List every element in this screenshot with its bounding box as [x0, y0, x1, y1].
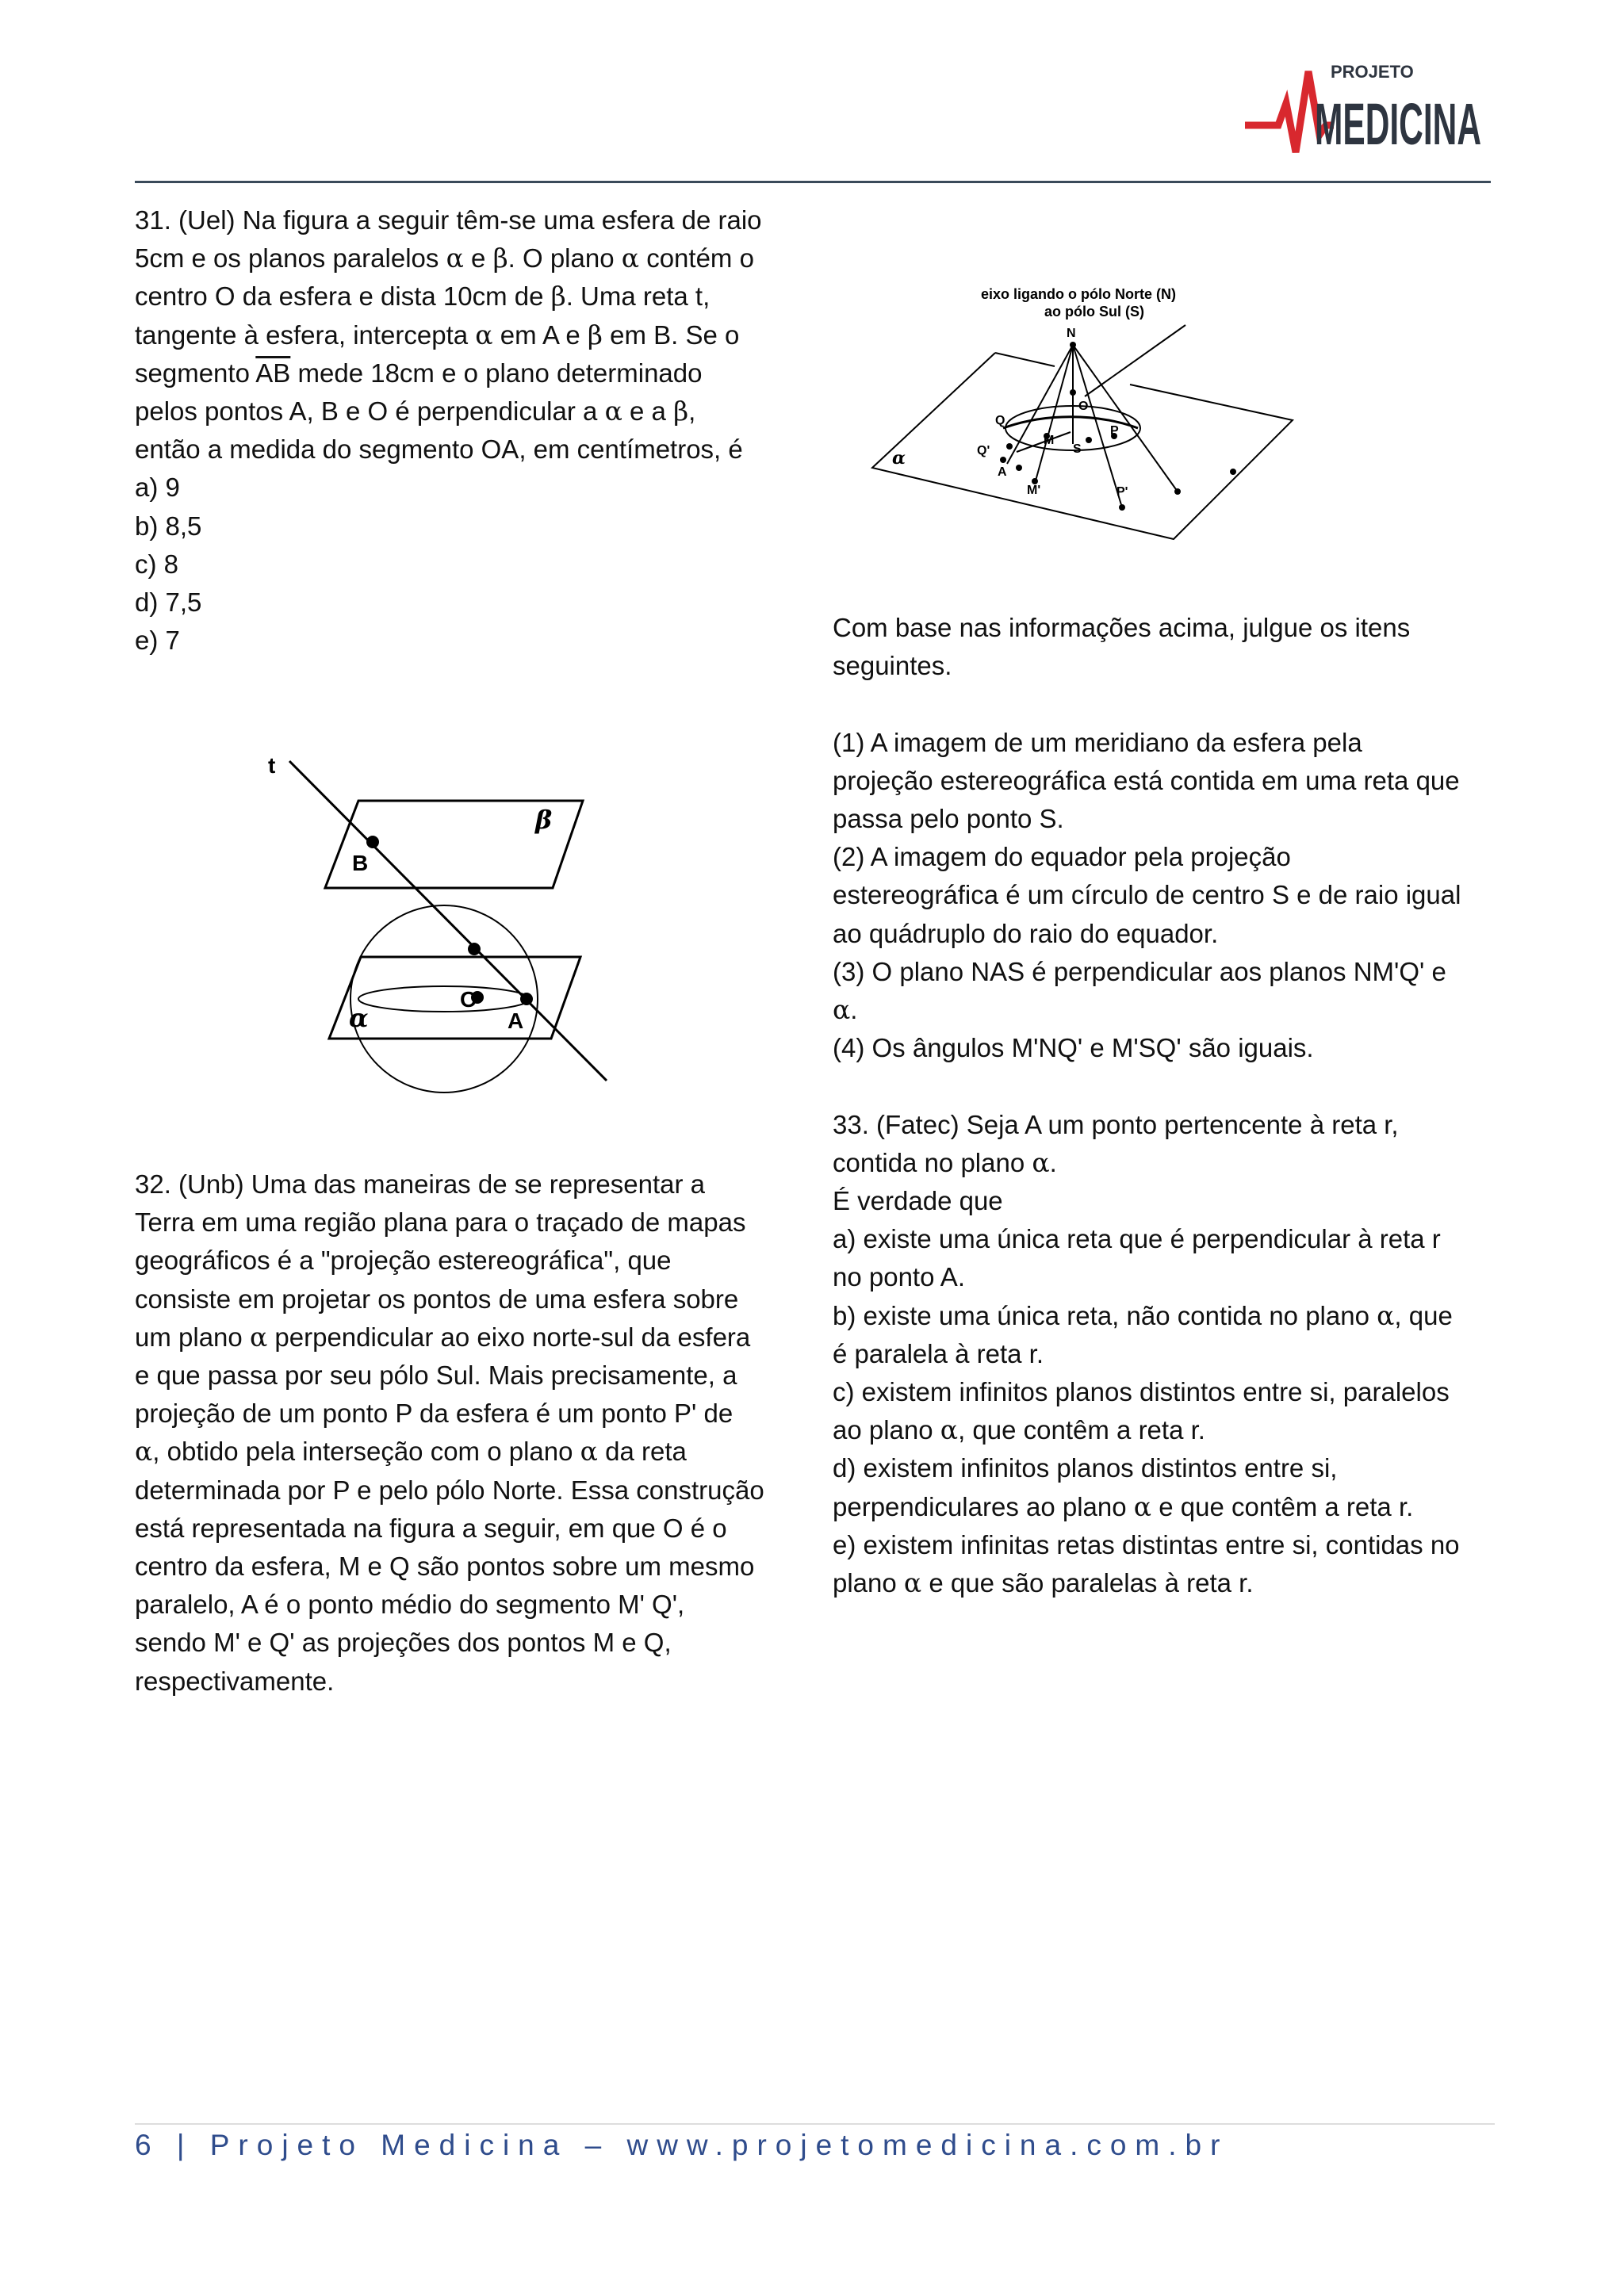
label-q-prime: Q' [977, 444, 990, 457]
q32-line: respectivamente. [135, 1666, 335, 1696]
point-tangent [468, 943, 481, 955]
point-far2 [1230, 469, 1236, 475]
label-m-prime: M' [1027, 484, 1041, 497]
q32-item-2: (2) A imagem do equador pela projeção [833, 842, 1291, 872]
q32-line: centro da esfera, M e Q são pontos sobre um mesmo [135, 1552, 755, 1582]
q31-line: segmento $\overline{AB}$ mede 18cm e o plano determinado [135, 358, 703, 388]
q32-line: paralelo, A é o ponto médio do segmento M' Q', [135, 1590, 685, 1620]
label-a: A [508, 1008, 524, 1033]
point-n [1070, 342, 1076, 348]
q33-option-b: é paralela à reta r. [833, 1338, 1044, 1368]
q33-option-e: e) existem infinitas retas distintas entre si, contidas no [833, 1529, 1460, 1559]
q31-option-c: c) 8 [135, 549, 179, 579]
point-q [1006, 443, 1013, 450]
q31-line: 31. (Uel) Na figura a seguir têm-se uma esfera de raio [135, 205, 762, 235]
q32-item-4: (4) Os ângulos M'NQ' e M'SQ' são iguais. [833, 1033, 1314, 1063]
q31-option-d: d) 7,5 [135, 587, 202, 618]
caption-line-2: ao pólo Sul (S) [1044, 304, 1144, 320]
label-alpha: α [892, 448, 906, 469]
point-b [366, 836, 379, 848]
label-m: M [1044, 434, 1055, 447]
q31-line: tangente à esfera, intercepta α em A e β em B. Se o [135, 319, 740, 350]
q32-item-3: (3) O plano NAS é perpendicular aos planos NM'Q' e [833, 956, 1446, 986]
caption-line-1: eixo ligando o pólo Norte (N) [981, 286, 1176, 302]
q32-item-2: estereográfica é um círculo de centro S e de raio igual [833, 880, 1461, 910]
label-o: O [1078, 400, 1089, 413]
q32-intro-line: seguintes. [833, 651, 952, 681]
question-33 [833, 1106, 1499, 1603]
label-t: t [268, 753, 276, 778]
label-beta: β [535, 805, 553, 835]
q32-line: Terra em uma região plana para o traçado de mapas [135, 1207, 746, 1238]
point-a [520, 993, 533, 1005]
label-s: S [1073, 442, 1082, 456]
q33-line: É verdade que [833, 1186, 1003, 1216]
segment-ab: $\overline{AB}$ [255, 358, 291, 388]
page-footer: 6 | Projeto Medicina – www.projetomedicina.com.br [135, 2129, 1229, 2161]
q33-option-d: d) existem infinitos planos distintos entre si, [833, 1453, 1338, 1483]
question-32-items [833, 609, 1499, 1602]
q31-option-e: e) 7 [135, 626, 180, 656]
q32-item-1: projeção estereográfica está contida em uma reta que [833, 765, 1460, 795]
q31-line: então a medida do segmento OA, em centímetros, é [135, 434, 743, 465]
q33-line: contida no plano α. [833, 1146, 1057, 1178]
label-n: N [1067, 327, 1076, 340]
point-far [1174, 488, 1181, 495]
label-p: P [1110, 424, 1119, 438]
q33-line: 33. (Fatec) Seja A um ponto pertencente à reta r, [833, 1109, 1399, 1139]
q33-option-a: a) existe uma única reta que é perpendicular à reta r [833, 1224, 1441, 1254]
point-q-prime [1000, 457, 1006, 463]
point-o [1070, 389, 1076, 396]
plane-edge [995, 353, 1055, 366]
q33-option-b: b) existe uma única reta, não contida no plano α, que [833, 1299, 1453, 1331]
q33-option-d: perpendiculares ao plano α e que contêm a reta r. [833, 1490, 1414, 1522]
q32-line: α, obtido pela interseção com o plano α da reta [135, 1436, 687, 1468]
label-q: Q [995, 414, 1005, 427]
header-rule [135, 181, 1491, 183]
q32-line: sendo M' e Q' as projeções dos pontos M e Q, [135, 1628, 672, 1658]
q32-line: e que passa por seu pólo Sul. Mais precisamente, a [135, 1360, 737, 1391]
point-p-prime [1119, 504, 1125, 511]
q32-intro-line: Com base nas informações acima, julgue os itens [833, 613, 1411, 642]
sphere [350, 905, 538, 1093]
q33-option-c: ao plano α, que contêm a reta r. [833, 1414, 1205, 1446]
q33-option-e: plano α e que são paralelas à reta r. [833, 1567, 1254, 1599]
label-o: O [460, 987, 477, 1012]
q32-item-2: ao quádruplo do raio do equador. [833, 918, 1219, 948]
figure-sphere-planes [254, 749, 626, 1090]
footer-rule [135, 2123, 1495, 2125]
q32-line: geográficos é a "projeção estereográfica", que [135, 1246, 672, 1276]
q32-item-1: (1) A imagem de um meridiano da esfera pela [833, 727, 1362, 757]
q31-line: 5cm e os planos paralelos α e β. O plano α contém o [135, 243, 754, 274]
sphere-equator [358, 986, 530, 1012]
q31-line: pelos pontos A, B e O é perpendicular a α e a β, [135, 396, 696, 427]
label-b: B [352, 851, 369, 875]
point-s [1086, 437, 1092, 443]
logo-main-text: MEDICINA [1315, 91, 1481, 157]
line-t [289, 761, 607, 1081]
point-a [1016, 465, 1022, 471]
q32-line: consiste em projetar os pontos de uma esfera sobre [135, 1284, 739, 1314]
q33-option-c: c) existem infinitos planos distintos entre si, paralelos [833, 1377, 1450, 1407]
q32-line: 32. (Unb) Uma das maneiras de se representar a [135, 1169, 706, 1199]
projeto-medicina-logo [1237, 55, 1491, 174]
q32-item-1: passa pelo ponto S. [833, 804, 1064, 833]
q31-option-a: a) 9 [135, 473, 180, 503]
logo-top-text: PROJETO [1331, 62, 1414, 82]
question-32 [135, 1165, 809, 1701]
q32-item-3: α. [833, 994, 858, 1026]
figure-stereographic-projection [848, 274, 1324, 551]
q31-option-b: b) 8,5 [135, 511, 202, 541]
label-alpha: α [349, 1003, 369, 1033]
q32-line: projeção de um ponto P da esfera é um ponto P' de [135, 1399, 733, 1429]
plane-alpha [872, 353, 1293, 539]
label-p-prime: P' [1116, 485, 1128, 499]
q31-line: centro O da esfera e dista 10cm de β. Uma reta t, [135, 281, 710, 312]
q32-line: um plano α perpendicular ao eixo norte-sul da esfera [135, 1321, 751, 1353]
q32-line: está representada na figura a seguir, em que O é o [135, 1513, 727, 1543]
question-31 [135, 201, 809, 660]
q32-line: determinada por P e pelo pólo Norte. Essa construção [135, 1475, 764, 1505]
label-a: A [998, 465, 1007, 479]
q33-option-a: no ponto A. [833, 1262, 965, 1292]
